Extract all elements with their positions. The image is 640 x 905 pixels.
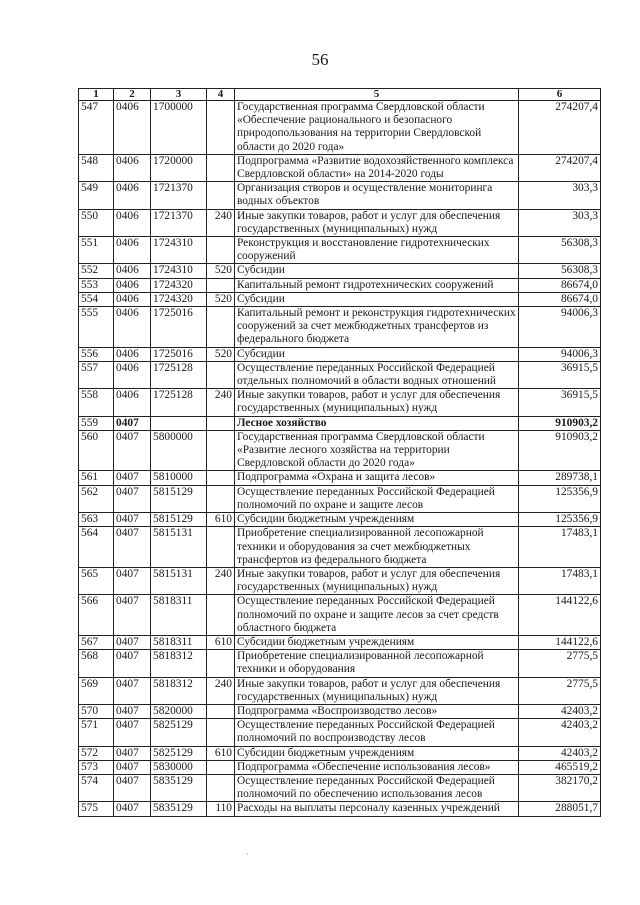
cell-c2: 0407 <box>114 485 151 512</box>
cell-c3: 5835129 <box>151 774 207 801</box>
table-row <box>79 760 601 774</box>
cell-c6: 910903,2 <box>519 416 601 430</box>
table-row <box>79 650 601 677</box>
cell-c1: 563 <box>79 513 114 527</box>
cell-c6: 274207,4 <box>519 101 601 155</box>
cell-c6: 56308,3 <box>519 237 601 264</box>
cell-c4 <box>207 704 235 718</box>
cell-c6: 94006,3 <box>519 347 601 361</box>
cell-c2: 0407 <box>114 650 151 677</box>
cell-c3: 5800000 <box>151 430 207 471</box>
cell-c3: 1725016 <box>151 347 207 361</box>
cell-c5: Подпрограмма «Обеспечение использования лесов» <box>235 760 519 774</box>
table-row <box>79 802 601 816</box>
cell-c3: 1724320 <box>151 278 207 292</box>
cell-c2: 0407 <box>114 774 151 801</box>
cell-c5: Капитальный ремонт гидротехнических сооружений <box>235 278 519 292</box>
cell-c3: 5815131 <box>151 567 207 594</box>
cell-c5: Подпрограмма «Развитие водохозяйственного комплекса Свердловской области» на 2014-2020 годы <box>235 154 519 181</box>
table-row <box>79 182 601 209</box>
cell-c6: 382170,2 <box>519 774 601 801</box>
cell-c1: 550 <box>79 209 114 236</box>
cell-c5: Субсидии <box>235 347 519 361</box>
cell-c2: 0406 <box>114 389 151 416</box>
cell-c5: Осуществление переданных Российской Федерацией полномочий по обеспечению использования лесов <box>235 774 519 801</box>
cell-c4 <box>207 154 235 181</box>
table-row <box>79 361 601 388</box>
cell-c2: 0406 <box>114 101 151 155</box>
cell-c3: 5830000 <box>151 760 207 774</box>
cell-c4 <box>207 278 235 292</box>
cell-c5: Субсидии <box>235 264 519 278</box>
cell-c2: 0407 <box>114 595 151 636</box>
cell-c3: 1725128 <box>151 361 207 388</box>
cell-c4 <box>207 774 235 801</box>
budget-table <box>78 88 601 817</box>
header-col-4: 4 <box>207 89 235 101</box>
table-row <box>79 307 601 348</box>
cell-c5: Государственная программа Свердловской области «Развитие лесного хозяйства на территории Свердловской области до 2020 года» <box>235 430 519 471</box>
table-row <box>79 389 601 416</box>
table-row <box>79 527 601 568</box>
table-row <box>79 430 601 471</box>
cell-c6: 42403,2 <box>519 704 601 718</box>
cell-c1: 557 <box>79 361 114 388</box>
cell-c6: 36915,5 <box>519 389 601 416</box>
cell-c3: 5815131 <box>151 527 207 568</box>
cell-c3: 1724310 <box>151 237 207 264</box>
cell-c1: 567 <box>79 635 114 649</box>
cell-c1: 564 <box>79 527 114 568</box>
table-row <box>79 567 601 594</box>
cell-c2: 0406 <box>114 182 151 209</box>
cell-c5: Приобретение специализированной лесопожарной техники и оборудования за счет межбюджетных трансфертов из федерального бюджета <box>235 527 519 568</box>
cell-c4 <box>207 527 235 568</box>
table-row <box>79 237 601 264</box>
table-row <box>79 704 601 718</box>
cell-c1: 573 <box>79 760 114 774</box>
cell-c3: 1700000 <box>151 101 207 155</box>
cell-c1: 548 <box>79 154 114 181</box>
cell-c6: 36915,5 <box>519 361 601 388</box>
cell-c5: Реконструкция и восстановление гидротехнических сооружений <box>235 237 519 264</box>
cell-c5: Организация створов и осуществление мониторинга водных объектов <box>235 182 519 209</box>
cell-c4 <box>207 182 235 209</box>
cell-c5: Осуществление переданных Российской Федерацией полномочий по охране и защите лесов за счет средств областного бюджета <box>235 595 519 636</box>
cell-c3: 5810000 <box>151 471 207 485</box>
cell-c6: 42403,2 <box>519 746 601 760</box>
cell-c6: 17483,1 <box>519 567 601 594</box>
cell-c4: 240 <box>207 389 235 416</box>
cell-c4: 240 <box>207 677 235 704</box>
cell-c3 <box>151 416 207 430</box>
cell-c2: 0406 <box>114 361 151 388</box>
footer-mark: · <box>246 850 249 859</box>
cell-c4: 610 <box>207 746 235 760</box>
cell-c4: 610 <box>207 513 235 527</box>
cell-c4 <box>207 595 235 636</box>
cell-c5: Субсидии бюджетным учреждениям <box>235 513 519 527</box>
cell-c1: 570 <box>79 704 114 718</box>
cell-c3: 5825129 <box>151 746 207 760</box>
cell-c6: 303,3 <box>519 182 601 209</box>
page-number: 56 <box>311 50 329 69</box>
cell-c5: Иные закупки товаров, работ и услуг для обеспечения государственных (муниципальных) нужд <box>235 389 519 416</box>
cell-c6: 288051,7 <box>519 802 601 816</box>
header-col-3: 3 <box>151 89 207 101</box>
cell-c2: 0406 <box>114 237 151 264</box>
cell-c3: 5815129 <box>151 485 207 512</box>
cell-c2: 0407 <box>114 802 151 816</box>
cell-c5: Осуществление переданных Российской Федерацией полномочий по воспроизводству лесов <box>235 719 519 746</box>
cell-c4 <box>207 650 235 677</box>
cell-c5: Капитальный ремонт и реконструкция гидротехнических сооружений за счет межбюджетных трансфертов из федерального бюджета <box>235 307 519 348</box>
cell-c2: 0407 <box>114 635 151 649</box>
table-row <box>79 595 601 636</box>
cell-c3: 5835129 <box>151 802 207 816</box>
table-row <box>79 635 601 649</box>
cell-c2: 0407 <box>114 513 151 527</box>
table-row <box>79 719 601 746</box>
cell-c1: 555 <box>79 307 114 348</box>
table-row <box>79 278 601 292</box>
cell-c1: 551 <box>79 237 114 264</box>
cell-c3: 5818312 <box>151 677 207 704</box>
cell-c2: 0407 <box>114 416 151 430</box>
table-row <box>79 416 601 430</box>
cell-c3: 5818312 <box>151 650 207 677</box>
cell-c4 <box>207 760 235 774</box>
cell-c3: 1721370 <box>151 209 207 236</box>
cell-c6: 125356,9 <box>519 513 601 527</box>
table-row <box>79 347 601 361</box>
cell-c6: 56308,3 <box>519 264 601 278</box>
cell-c3: 1720000 <box>151 154 207 181</box>
cell-c4: 520 <box>207 264 235 278</box>
cell-c1: 572 <box>79 746 114 760</box>
cell-c3: 5818311 <box>151 595 207 636</box>
cell-c5: Лесное хозяйство <box>235 416 519 430</box>
cell-c6: 144122,6 <box>519 595 601 636</box>
cell-c1: 562 <box>79 485 114 512</box>
cell-c3: 1721370 <box>151 182 207 209</box>
table-row <box>79 264 601 278</box>
table-row <box>79 471 601 485</box>
cell-c5: Субсидии бюджетным учреждениям <box>235 635 519 649</box>
cell-c5: Осуществление переданных Российской Федерацией полномочий по охране и защите лесов <box>235 485 519 512</box>
cell-c5: Иные закупки товаров, работ и услуг для обеспечения государственных (муниципальных) нужд <box>235 567 519 594</box>
table-row <box>79 485 601 512</box>
cell-c4: 520 <box>207 292 235 306</box>
cell-c6: 125356,9 <box>519 485 601 512</box>
cell-c2: 0407 <box>114 430 151 471</box>
cell-c5: Иные закупки товаров, работ и услуг для обеспечения государственных (муниципальных) нужд <box>235 677 519 704</box>
cell-c2: 0407 <box>114 677 151 704</box>
cell-c3: 5820000 <box>151 704 207 718</box>
cell-c4: 610 <box>207 635 235 649</box>
cell-c2: 0406 <box>114 264 151 278</box>
cell-c6: 274207,4 <box>519 154 601 181</box>
cell-c1: 556 <box>79 347 114 361</box>
cell-c1: 553 <box>79 278 114 292</box>
cell-c3: 5825129 <box>151 719 207 746</box>
cell-c3: 1725016 <box>151 307 207 348</box>
cell-c3: 1724320 <box>151 292 207 306</box>
table-row <box>79 154 601 181</box>
cell-c6: 86674,0 <box>519 292 601 306</box>
cell-c2: 0407 <box>114 471 151 485</box>
table-header-row <box>79 89 601 101</box>
cell-c4 <box>207 416 235 430</box>
cell-c1: 547 <box>79 101 114 155</box>
cell-c5: Подпрограмма «Охрана и защита лесов» <box>235 471 519 485</box>
cell-c1: 575 <box>79 802 114 816</box>
header-col-1: 1 <box>79 89 114 101</box>
cell-c1: 568 <box>79 650 114 677</box>
cell-c1: 561 <box>79 471 114 485</box>
cell-c2: 0406 <box>114 292 151 306</box>
header-col-5: 5 <box>235 89 519 101</box>
cell-c5: Субсидии бюджетным учреждениям <box>235 746 519 760</box>
cell-c5: Субсидии <box>235 292 519 306</box>
cell-c6: 144122,6 <box>519 635 601 649</box>
cell-c5: Расходы на выплаты персоналу казенных учреждений <box>235 802 519 816</box>
cell-c6: 289738,1 <box>519 471 601 485</box>
cell-c5: Иные закупки товаров, работ и услуг для обеспечения государственных (муниципальных) нужд <box>235 209 519 236</box>
cell-c6: 2775,5 <box>519 650 601 677</box>
cell-c5: Государственная программа Свердловской области «Обеспечение рационального и безопасного природопользования на территории Свердловской области до 2020 года» <box>235 101 519 155</box>
cell-c1: 571 <box>79 719 114 746</box>
cell-c4 <box>207 361 235 388</box>
cell-c4 <box>207 471 235 485</box>
cell-c2: 0406 <box>114 307 151 348</box>
cell-c2: 0407 <box>114 527 151 568</box>
cell-c2: 0407 <box>114 746 151 760</box>
table-row <box>79 101 601 155</box>
cell-c2: 0407 <box>114 704 151 718</box>
cell-c1: 560 <box>79 430 114 471</box>
cell-c2: 0407 <box>114 760 151 774</box>
cell-c4 <box>207 430 235 471</box>
cell-c1: 552 <box>79 264 114 278</box>
cell-c4 <box>207 307 235 348</box>
cell-c1: 565 <box>79 567 114 594</box>
cell-c2: 0406 <box>114 209 151 236</box>
cell-c4: 240 <box>207 567 235 594</box>
cell-c2: 0407 <box>114 567 151 594</box>
cell-c4: 520 <box>207 347 235 361</box>
cell-c4 <box>207 101 235 155</box>
cell-c6: 94006,3 <box>519 307 601 348</box>
cell-c6: 303,3 <box>519 209 601 236</box>
cell-c5: Осуществление переданных Российской Федерацией отдельных полномочий в области водных отношений <box>235 361 519 388</box>
cell-c2: 0406 <box>114 347 151 361</box>
cell-c5: Приобретение специализированной лесопожарной техники и оборудования <box>235 650 519 677</box>
cell-c3: 5815129 <box>151 513 207 527</box>
cell-c1: 566 <box>79 595 114 636</box>
cell-c4 <box>207 237 235 264</box>
cell-c1: 559 <box>79 416 114 430</box>
cell-c6: 465519,2 <box>519 760 601 774</box>
cell-c4: 240 <box>207 209 235 236</box>
cell-c4: 110 <box>207 802 235 816</box>
cell-c3: 1724310 <box>151 264 207 278</box>
cell-c5: Подпрограмма «Воспроизводство лесов» <box>235 704 519 718</box>
cell-c6: 2775,5 <box>519 677 601 704</box>
cell-c6: 910903,2 <box>519 430 601 471</box>
cell-c3: 5818311 <box>151 635 207 649</box>
table-row <box>79 774 601 801</box>
cell-c4 <box>207 485 235 512</box>
cell-c2: 0406 <box>114 154 151 181</box>
cell-c1: 558 <box>79 389 114 416</box>
table-row <box>79 677 601 704</box>
table-body <box>79 101 601 817</box>
cell-c1: 554 <box>79 292 114 306</box>
cell-c6: 86674,0 <box>519 278 601 292</box>
cell-c4 <box>207 719 235 746</box>
table-row <box>79 513 601 527</box>
cell-c6: 17483,1 <box>519 527 601 568</box>
cell-c3: 1725128 <box>151 389 207 416</box>
table-row <box>79 292 601 306</box>
table-row <box>79 746 601 760</box>
cell-c1: 549 <box>79 182 114 209</box>
cell-c1: 574 <box>79 774 114 801</box>
cell-c2: 0406 <box>114 278 151 292</box>
cell-c1: 569 <box>79 677 114 704</box>
table-row <box>79 209 601 236</box>
header-col-6: 6 <box>519 89 601 101</box>
cell-c2: 0407 <box>114 719 151 746</box>
header-col-2: 2 <box>114 89 151 101</box>
cell-c6: 42403,2 <box>519 719 601 746</box>
